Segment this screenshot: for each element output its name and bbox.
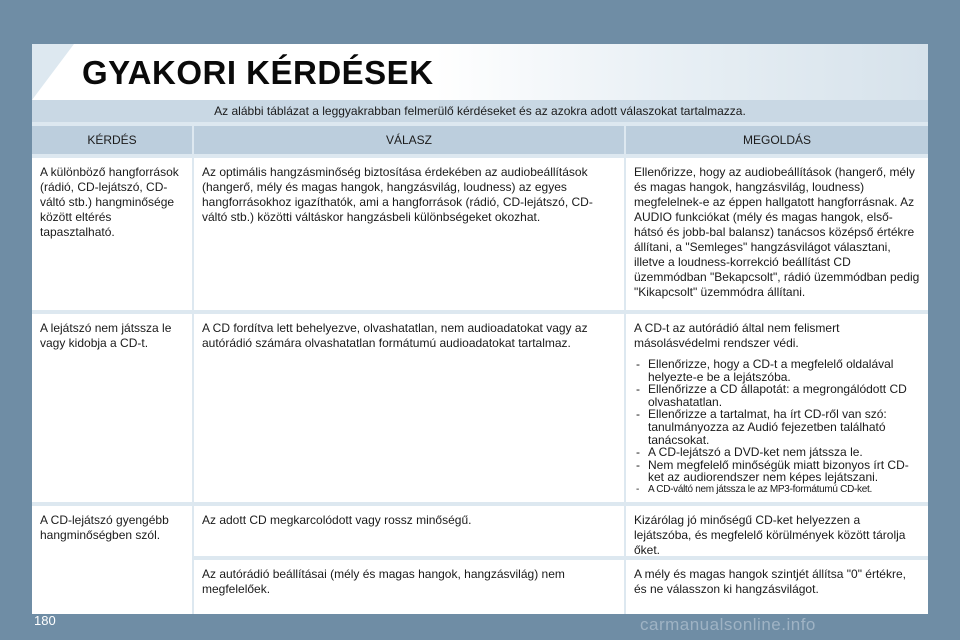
list-item: - Nem megfelelő minőségük miatt bizonyos írt CD-ket az audiorendszer nem képes lejátszani. bbox=[634, 459, 920, 484]
row-3-answer-a bbox=[194, 506, 624, 556]
row-3-answer-a-text: Az adott CD megkarcolódott vagy rossz minőségű. bbox=[202, 513, 472, 527]
row-3-solution-a-text: Kizárólag jó minőségű CD-ket helyezzen a lejátszóba, és megfelelő körülmények között tárolja őket. bbox=[634, 513, 906, 557]
row-2-solution bbox=[626, 314, 928, 502]
list-item: - A CD-váltó nem játssza le az MP3-formátumú CD-ket. bbox=[634, 484, 920, 497]
list-item: - Ellenőrizze, hogy a CD-t a megfelelő oldalával helyezte-e be a lejátszóba. bbox=[634, 358, 920, 383]
row-1-solution bbox=[626, 158, 928, 310]
row-3-answer-b-text: Az autórádió beállításai (mély és magas hangok, hangzásvilág) nem megfelelőek. bbox=[202, 567, 565, 596]
column-header-solution: MEGOLDÁS bbox=[626, 126, 928, 154]
row-1-question-text: A különböző hangforrások (rádió, CD-lejátszó, CD-váltó stb.) hangminősége között eltérés tapasztalható. bbox=[40, 165, 179, 239]
row-3-solution-b-text: A mély és magas hangok szintjét állítsa "0" értékre, és ne válasszon ki hangzásvilágot. bbox=[634, 567, 906, 596]
row-2-question bbox=[32, 314, 192, 502]
row-3-question bbox=[32, 506, 192, 614]
row-3-solution-b bbox=[626, 560, 928, 614]
row-2-solution-intro: A CD-t az autórádió által nem felismert másolásvédelmi rendszer védi. bbox=[634, 321, 840, 350]
row-3-question-text: A CD-lejátszó gyengébb hangminőségben szól. bbox=[40, 513, 169, 542]
row-1-solution-text: Ellenőrizze, hogy az audiobeállítások (hangerő, mély és magas hangok, hangzásvilág, loudness) megfelelnek-e az éppen hallgatott hangforrásnak. Az AUDIO funkciókat (mély és magas hangok, első-hátsó és jobb-bal balansz) tanácsos középső értékre állítani, a "Semleges" hangzásvilágot választani, illetve a loudness-korrekció beállítást CD üzemmódban "Bekapcsolt", rádió üzemmódban pedig "Kikapcsolt" üzemmódra állítani. bbox=[634, 165, 920, 299]
row-2-answer bbox=[194, 314, 624, 502]
row-3-solution-a bbox=[626, 506, 928, 556]
page-title: GYAKORI KÉRDÉSEK bbox=[82, 54, 434, 91]
column-header-question: KÉRDÉS bbox=[32, 126, 192, 154]
row-2-question-text: A lejátszó nem játssza le vagy kidobja a CD-t. bbox=[40, 321, 172, 350]
list-item: - Ellenőrizze a tartalmat, ha írt CD-ről van szó: tanulmányozza az Audió fejezetben található tanácsokat. bbox=[634, 408, 920, 446]
column-header-answer: VÁLASZ bbox=[194, 126, 624, 154]
page-number: 180 bbox=[34, 613, 56, 628]
row-1-answer-text: Az optimális hangzásminőség biztosítása érdekében az audiobeállítások (hangerő, mély és magas hangok, hangzásvilág, loudness) az egyes hangforrásokhoz igazíthatók, ami a hangforrások (rádió, CD-lejátszó, CD-váltó stb.) közötti váltáskor hangzásbeli különbségeket okozhat. bbox=[202, 165, 593, 224]
list-item: - A CD-lejátszó a DVD-ket nem játssza le. bbox=[634, 446, 920, 459]
list-item: - Ellenőrizze a CD állapotát: a megrongálódott CD olvashatatlan. bbox=[634, 383, 920, 408]
intro-text: Az alábbi táblázat a leggyakrabban felmerülő kérdéseket és az azokra adott válaszokat tartalmazza. bbox=[32, 100, 928, 122]
row-2-solution-list bbox=[634, 358, 920, 497]
row-2-answer-text: A CD fordítva lett behelyezve, olvashatatlan, nem audioadatokat vagy az autórádió számára olvashatatlan formátumú audioadatokat tartalmaz. bbox=[202, 321, 588, 350]
watermark: carmanualsonline.info bbox=[640, 615, 816, 634]
row-1-answer bbox=[194, 158, 624, 310]
row-3-answer-b bbox=[194, 560, 624, 614]
row-1-question bbox=[32, 158, 192, 310]
